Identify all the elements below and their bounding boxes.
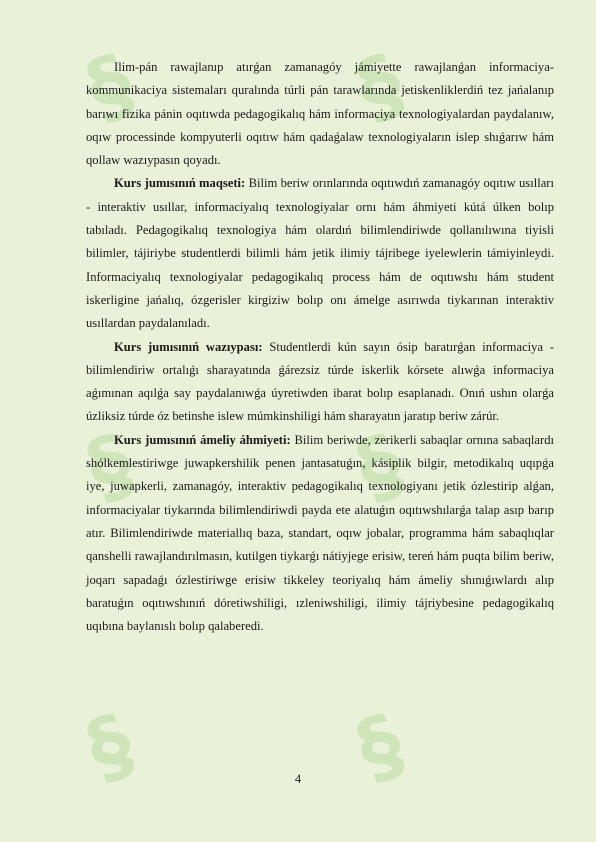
- paragraph-lead: Kurs jumısınıń wazıypası:: [114, 339, 263, 354]
- paragraph-task: [86, 336, 554, 429]
- watermark-logo: §: [345, 415, 415, 518]
- paragraph-importance: [86, 429, 554, 639]
- watermark-logo: §: [345, 35, 415, 138]
- paragraph-text: Bilim beriwde, zerikerli sabaqlar ornına sabaqlardı shólkemlestiriwge juwapkershilik penen jantasatuǵın, kásiplik bilgir, metodikalıq uqıpǵa iye, juwapkerli, zamanagóy, interaktiv pedagogikalıq texnologiyanı jetik ózlestirip alǵan, informaciyalar tiykarında bilimlendiriwdi payda ete alatuǵın oqıtıwshılarǵa talap asıp barıp atır. Bilimlendiriwde materiallıq baza, standart, oqıw jobalar, programma hám sabaqlıqlar qanshelli rawajlandırılmasın, kutilgen tiykarǵı nátiyjege erisiw, tereń hám puqta bilim beriw, joqarı sapadaǵı ózlestiriwge erisiw tikkeley teoriyalıq hám ámeliy shınıǵıwlardı alıp baratuǵın oqıtıwshınıń dóretiwshiligi, ızleniwshiligi, ilimiy tájriybesine pedagogikalıq uqıbına baylanıslı bolıp qalaberedi.: [86, 432, 554, 634]
- paragraph-goal: [86, 172, 554, 335]
- body-text: [86, 56, 554, 638]
- page-number: 4: [294, 772, 302, 786]
- paragraph-text: Studentlerdi kún sayın ósip baratırǵan informaciya - bilimlendiriw ortalıǵı sharayatında ǵárezsiz túrde iskerlik kórsete alıwǵa informaciya aǵımınan aqılǵa say paydalanıwǵa úyretiwden ibarat bolıp esaplanadı. Onıń ushın olarǵa úzliksiz túrde óz betinshe islew múmkinshiligi hám sharayatın jaratıp beriw zárúr.: [86, 339, 554, 424]
- watermark-logo: §: [345, 695, 415, 798]
- watermark-logo: §: [75, 695, 145, 798]
- paragraph-text: Bilim beriw orınlarında oqıtıwdıń zamanagóy oqıtıw usılları - interaktiv usıllar, informaciyalıq texnologiyalar ornı hám áhmiyeti kútá úlken bolıp tabıladı. Pedagogikalıq texnologiya hám olardıń bilimlendiriwde qollanılıwına tiyisli bilimler, tájiriybe studentlerdi bilimli hám jetik ilimiy tájribege iyelewlerin támiyinleydi. Informaciyalıq texnologiyalar pedagogikalıq process hám de oqıtıwshı hám student iskerligine jańalıq, ózgerisler kirgiziw bolıp onı ámelge asırıwda tiykarınan interaktiv usıllardan paydalanıladı.: [86, 176, 554, 331]
- paragraph-lead: Kurs jumısınıń maqseti:: [114, 176, 246, 191]
- paragraph-intro: [86, 56, 554, 172]
- paragraph-text: Ilim-pán rawajlanıp atırǵan zamanagóy jámiyette rawajlanǵan informaciya-kommunikaciya sistemaları quralında túrli pán tarawlarında jetiskenliklerdiń tez jańalanıp barıwı fizika pánin oqıtıwda pedagogikalıq hám informaciya texnologiyalardan paydalanıw, oqıw processinde kompyuterli oqıtıw hám qadaǵalaw texnologiyaların islep shıǵarıw hám qollaw wazıypasın qoyadı.: [86, 60, 554, 168]
- paragraph-lead: Kurs jumısınıń ámeliy áhmiyeti:: [114, 432, 291, 447]
- watermark-logo: §: [75, 35, 145, 138]
- watermark-logo: §: [75, 415, 145, 518]
